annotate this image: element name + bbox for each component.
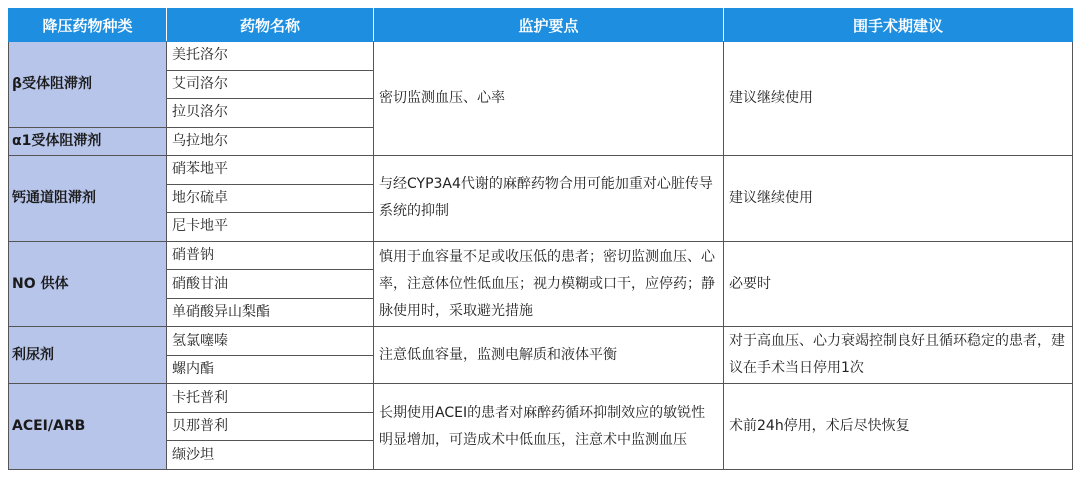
drug-cell: 艾司洛尔 — [167, 70, 374, 99]
advice-cell: 建议继续使用 — [724, 156, 1073, 242]
table-row — [9, 384, 1073, 413]
table-row — [9, 42, 1073, 71]
monitoring-cell: 注意低血容量，监测电解质和液体平衡 — [374, 327, 724, 384]
drug-cell: 氢氯噻嗪 — [167, 327, 374, 356]
advice-cell: 术前24h停用，术后尽快恢复 — [724, 384, 1073, 470]
drug-cell: 硝苯地平 — [167, 156, 374, 185]
antihypertensive-table — [8, 8, 1073, 470]
drug-cell: 贝那普利 — [167, 412, 374, 441]
advice-cell: 对于高血压、心力衰竭控制良好且循环稳定的患者，建议在手术当日停用1次 — [724, 327, 1073, 384]
category-cell: NO 供体 — [9, 241, 167, 327]
category-cell: α1受体阻滞剂 — [9, 127, 167, 156]
drug-cell: 美托洛尔 — [167, 42, 374, 71]
advice-cell: 建议继续使用 — [724, 42, 1073, 156]
monitoring-cell: 长期使用ACEI的患者对麻醉药循环抑制效应的敏锐性明显增加，可造成术中低血压，注意术中监测血压 — [374, 384, 724, 470]
drug-cell: 缬沙坦 — [167, 441, 374, 470]
header-advice: 围手术期建议 — [724, 9, 1073, 42]
monitoring-cell: 与经CYP3A4代谢的麻醉药物合用可能加重对心脏传导系统的抑制 — [374, 156, 724, 242]
table-row — [9, 241, 1073, 270]
category-cell: 利尿剂 — [9, 327, 167, 384]
advice-cell: 必要时 — [724, 241, 1073, 327]
category-cell: 钙通道阻滞剂 — [9, 156, 167, 242]
table-row — [9, 156, 1073, 185]
header-monitoring: 监护要点 — [374, 9, 724, 42]
monitoring-cell: 密切监测血压、心率 — [374, 42, 724, 156]
drug-cell: 单硝酸异山梨酯 — [167, 298, 374, 327]
category-cell: ACEI/ARB — [9, 384, 167, 470]
drug-cell: 地尔硫卓 — [167, 184, 374, 213]
header-category: 降压药物种类 — [9, 9, 167, 42]
header-row — [9, 9, 1073, 42]
category-cell: β受体阻滞剂 — [9, 42, 167, 128]
drug-cell: 尼卡地平 — [167, 213, 374, 242]
drug-cell: 乌拉地尔 — [167, 127, 374, 156]
drug-cell: 螺内酯 — [167, 355, 374, 384]
monitoring-cell: 慎用于血容量不足或收压低的患者；密切监测血压、心率，注意体位性低血压；视力模糊或口干，应停药；静脉使用时，采取避光措施 — [374, 241, 724, 327]
drug-cell: 硝酸甘油 — [167, 270, 374, 299]
drug-cell: 硝普钠 — [167, 241, 374, 270]
table-row — [9, 327, 1073, 356]
drug-cell: 卡托普利 — [167, 384, 374, 413]
header-drug-name: 药物名称 — [167, 9, 374, 42]
drug-cell: 拉贝洛尔 — [167, 99, 374, 128]
